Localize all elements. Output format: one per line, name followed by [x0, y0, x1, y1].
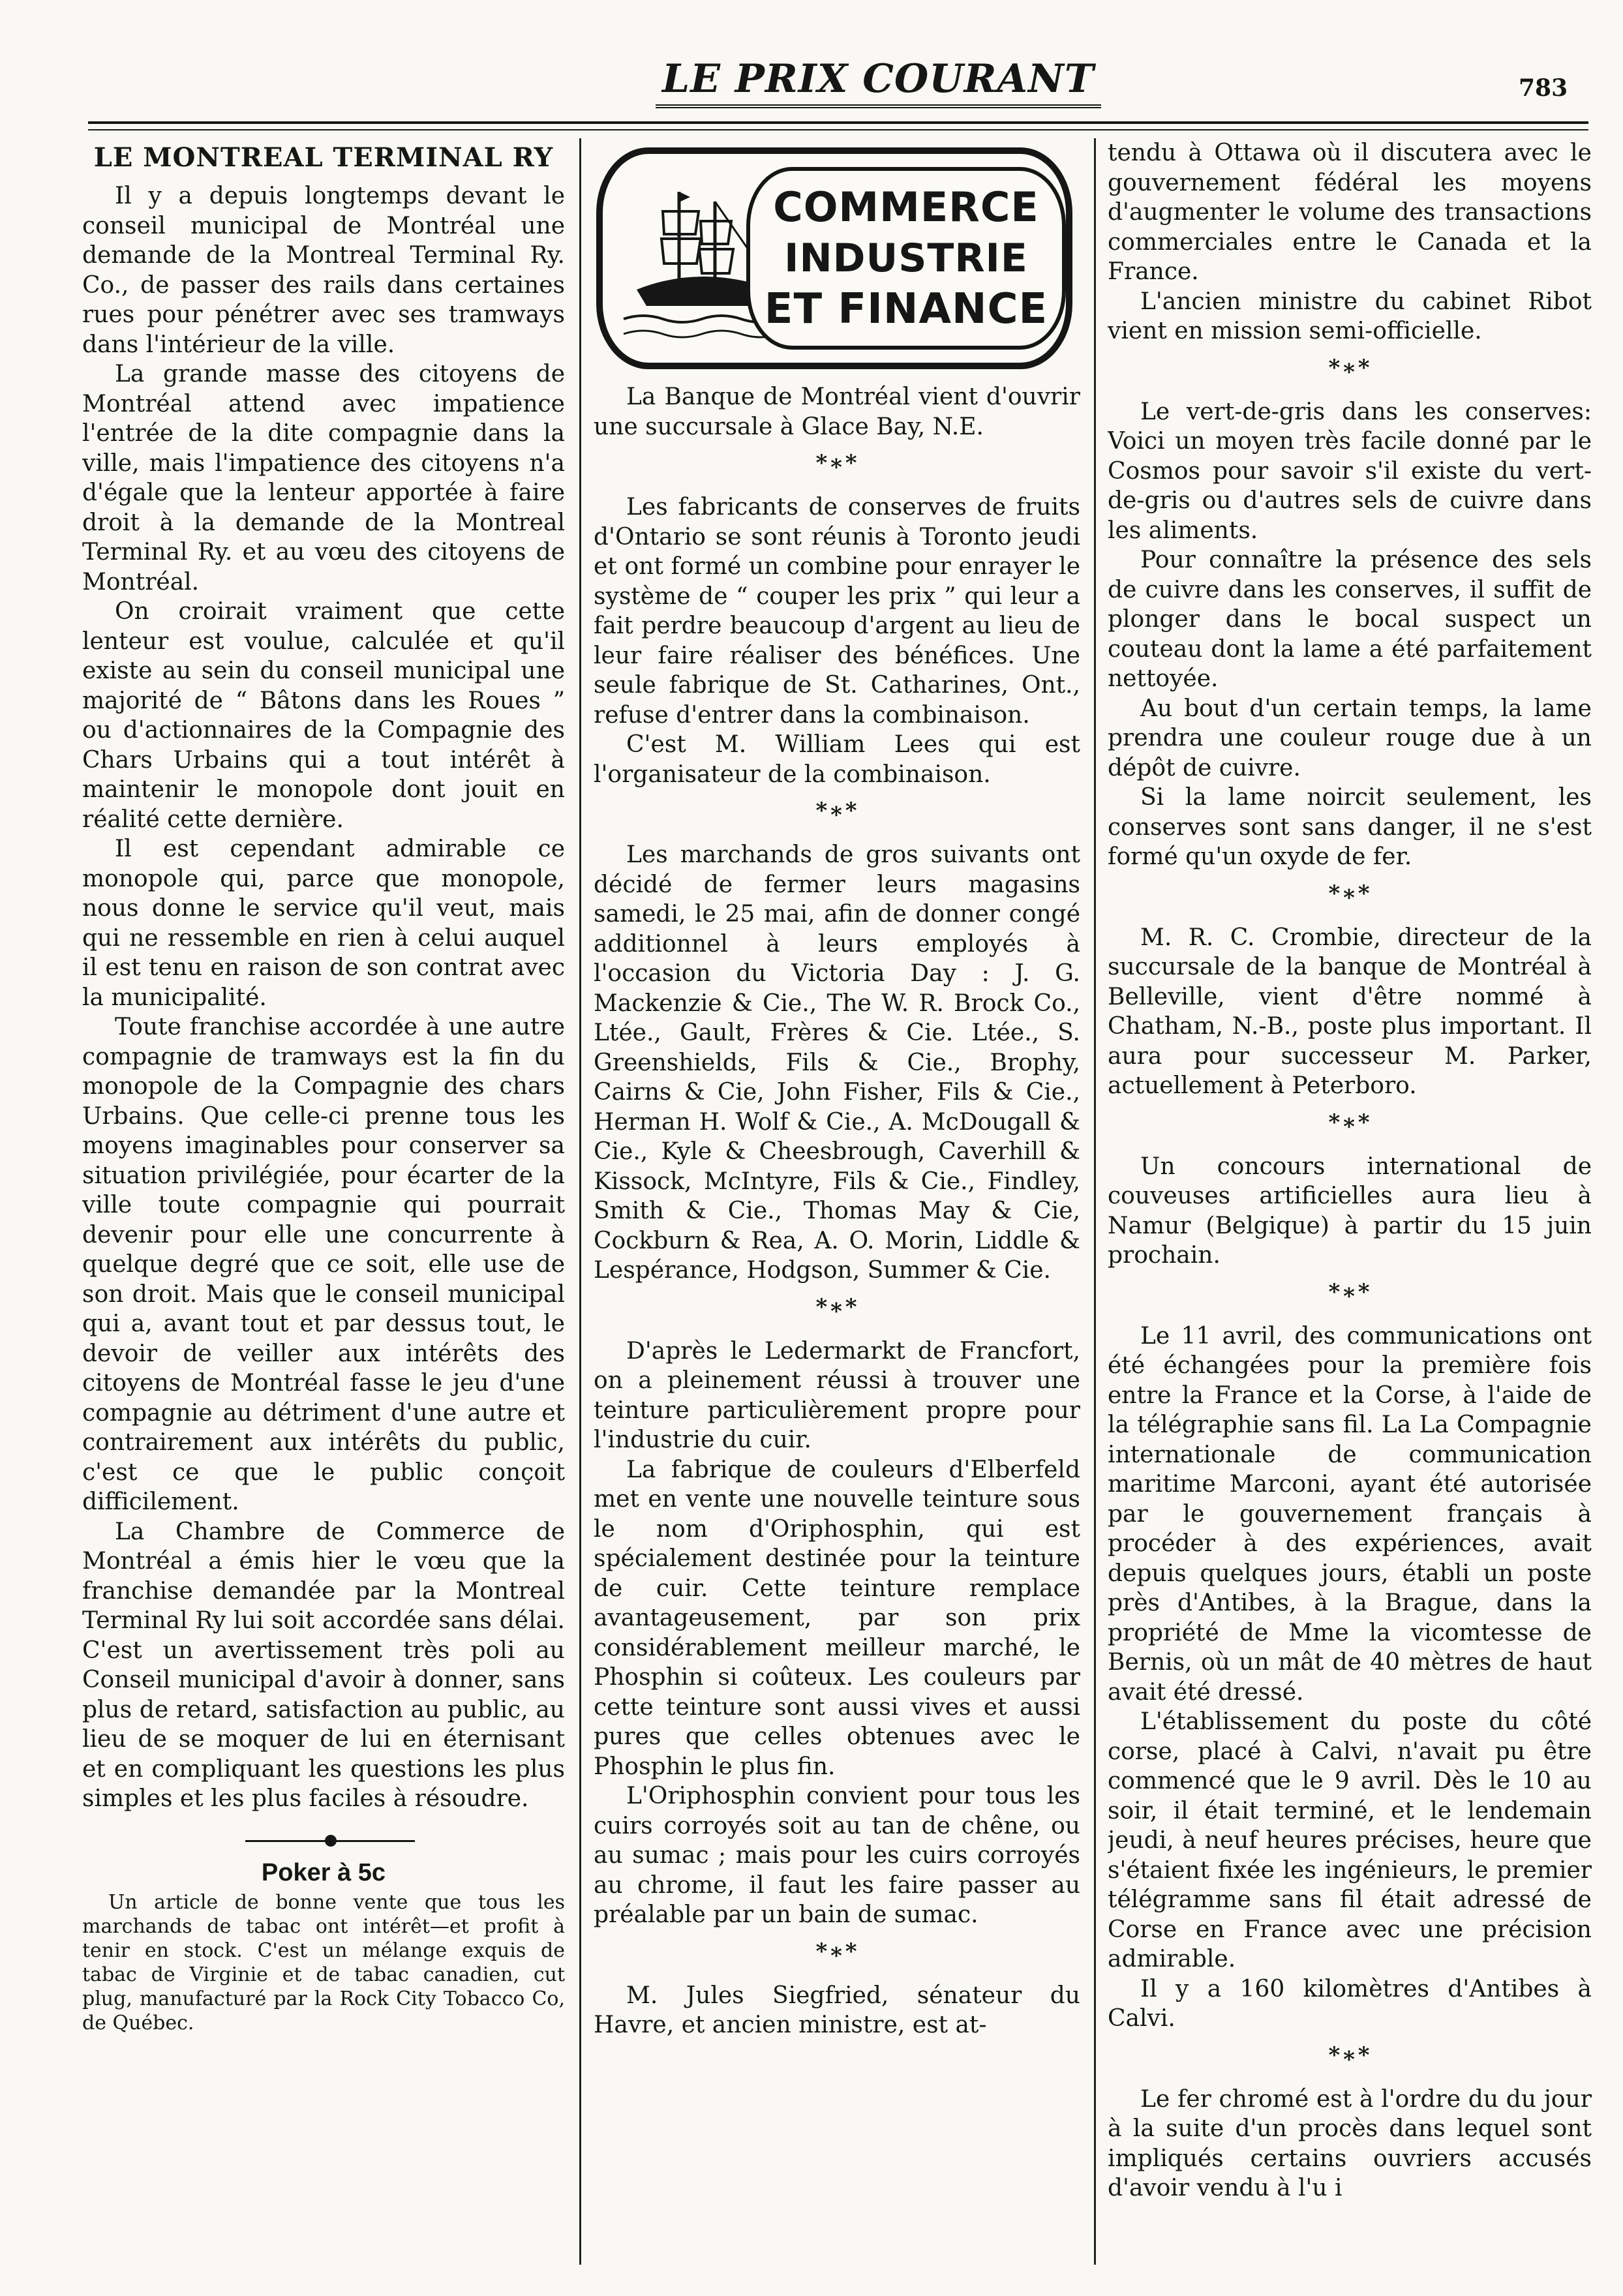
paragraph: Toute franchise accordée à une autre compagnie de tramways est la fin du monopole de la Compagnie des chars Urbains. Que celle-ci prenne tous les moyens imaginables pour conserver sa situation privilégiée, pour écarter de la ville toute compagnie qui pourrait devenir pour elle une concurrente à quelque degré que ce soit, elle use de son droit. Mais que le conseil municipal qui a, avant tout et par dessus tout, le devoir de veiller aux intérêts des citoyens de Montréal fasse le jeu d'une compagnie au détriment d'une autre et contrairement aux intérêts du public, c'est ce que le public conçoit difficilement. — [82, 1014, 565, 1515]
section-separator: *∗* — [815, 1938, 858, 1965]
ad-text: Un article de bonne vente que tous les marchands de tabac ont intérêt—et profit à tenir en stock. C'est un mélange exquis de tabac de Virginie et de tabac canadien, cut plug, manufacturé par la Rock City Tobacco Co, de Québec. — [82, 1891, 565, 2034]
paragraph: La Banque de Montréal vient d'ouvrir une succursale à Glace Bay, N.E. — [594, 384, 1080, 440]
banner-line-finance: ET FINANCE — [764, 285, 1048, 333]
banner-line-industrie: INDUSTRIE — [784, 235, 1028, 281]
paragraph: C'est M. William Lees qui est l'organisateur de la combinaison. — [594, 731, 1080, 788]
paragraph: Pour connaître la présence des sels de cuivre dans les conserves, il suffit de plonger dans le bocal suspect un couteau dont la lame a été parfaitement nettoyée. — [1108, 547, 1592, 692]
paragraph: Il est cependant admirable ce monopole qui, parce que monopole, nous donne le service qu'il veut, mais qui ne ressemble en rien à celui auquel il est tenu en raison de son contrat avec la municipalité. — [82, 836, 565, 1011]
masthead — [0, 0, 1623, 117]
paragraph: tendu à Ottawa où il discutera avec le gouvernement fédéral les moyens d'augmenter le volume des transactions commerciales entre le Canada et la France. — [1108, 140, 1592, 285]
section-separator: *∗* — [815, 450, 858, 476]
article-headline: LE MONTREAL TERMINAL RY — [93, 142, 554, 173]
paragraph: La Chambre de Commerce de Montréal a émis hier le vœu que la franchise demandée par la Montreal Terminal Ry lui soit accordée sans délai. C'est un avertissement très poli au Conseil municipal d'avoir à donner, sans plus de retard, satisfaction au public, au lieu de se moquer de lui en éternisant et en compliquant les questions les plus simples et les plus faciles à résoudre. — [82, 1518, 565, 1812]
paragraph: Au bout d'un certain temps, la lame prendra une couleur rouge due à un dépôt de cuivre. — [1108, 695, 1592, 781]
column-2 — [594, 138, 1080, 2271]
paragraph: Le fer chromé est à l'ordre du du jour à la suite d'un procès dans lequel sont impliqués certains ouvriers accusés d'avoir vendu à l'u i — [1108, 2085, 1592, 2201]
page-number: 783 — [1519, 74, 1568, 102]
paragraph: M. Jules Siegfried, sénateur du Havre, et ancien ministre, est at- — [594, 1982, 1080, 2038]
paragraph: Le vert-de-gris dans les conserves: Voici un moyen très facile donné par le Cosmos pour savoir s'il existe du vert-de-gris ou d'autres sels de cuivre dans les aliments. — [1108, 398, 1592, 544]
paragraph: Il y a depuis longtemps devant le conseil municipal de Montréal une demande de la Montreal Terminal Ry. Co., de passer des rails dans certaines rues pour pénétrer avec ses tramways dans l'intérieur de la ville. — [82, 183, 565, 358]
paragraph: Le 11 avril, des communications ont été échangées pour la première fois entre la France et la Corse, à l'aide de la télégraphie sans fil. La La Compagnie internationale de communication maritime Marconi, ayant été autorisée par le gouvernement français à procéder à des expériences, avait depuis quelques jours, établi un poste près d'Antibes, à la Brague, dans la propriété de Mme la vicomtesse de Bernis, où un mât de 40 mètres de haut avait été dressé. — [1108, 1322, 1592, 1706]
section-banner — [596, 147, 1072, 369]
ad-title: Poker à 5c — [261, 1858, 386, 1886]
section-separator: *∗* — [1328, 2042, 1371, 2068]
banner-line-commerce: COMMERCE — [773, 183, 1039, 231]
paragraph: L'Oriphosphin convient pour tous les cuirs corroyés soit au tan de chêne, ou au sumac ; mais pour les cuirs corroyés au chrome, il faut les faire passer au préalable par un bain de sumac. — [594, 1783, 1080, 1928]
section-separator: *∗* — [815, 798, 858, 824]
section-separator: *∗* — [1328, 354, 1371, 381]
section-separator: *∗* — [1328, 1109, 1371, 1136]
section-separator: *∗* — [1328, 1278, 1371, 1305]
paragraph: L'établissement du poste du côté corse, placé à Calvi, n'avait pu être commencé que le 9 avril. Dès le 10 au soir, il était terminé, et le lendemain jeudi, à neuf heures précises, heure que s'étaient fixée les ingénieurs, le premier télégramme sans fil était adressé de Corse en France avec une précision admirable. — [1108, 1708, 1592, 1972]
paragraph: M. R. C. Crombie, directeur de la succursale de la banque de Montréal à Belleville, vient d'être nommé à Chatham, N.-B., poste plus important. Il aura pour successeur M. Parker, actuellement à Peterboro. — [1108, 924, 1592, 1099]
column-divider — [1094, 138, 1096, 2265]
paragraph: La fabrique de couleurs d'Elberfeld met en vente une nouvelle teinture sous le nom d'Oriphosphin, qui est spécialement destinée pour la teinture de cuir. Cette teinture remplace avantageusement, par son prix considérablement meilleur marché, le Phosphin si coûteux. Les couleurs par cette teinture sont aussi vives et aussi pures que celles obtenues avec le Phosphin le plus fin. — [594, 1456, 1080, 1780]
paragraph: Les marchands de gros suivants ont décidé de fermer leurs magasins samedi, le 25 mai, afin de donner congé additionnel à leurs employés à l'occasion du Victoria Day : J. G. Mackenzie & Cie., The W. R. Brock Co., Ltée., Gault, Frères & Cie. Ltée., S. Greenshields, Fils & Cie., Brophy, Cairns & Cie, John Fisher, Fils & Cie., Herman H. Wolf & Cie., A. McDougall & Cie., Kyle & Cheesbrough, Caverhill & Kissock, McIntyre, Fils & Cie., Findley, Smith & Cie., Thomas May & Cie, Cockburn & Rea, A. O. Morin, Liddle & Lespérance, Hodgson, Summer & Cie. — [594, 841, 1080, 1284]
paragraph: Il y a 160 kilomètres d'Antibes à Calvi. — [1108, 1975, 1592, 2032]
column-1 — [82, 138, 565, 2271]
paragraph: La grande masse des citoyens de Montréal attend avec impatience l'entrée de la dite compagnie dans la ville, mais l'impatience des citoyens n'a d'égale que la lenteur apportée à faire droit à la demande de la Montreal Terminal Ry. et au vœu des citoyens de Montréal. — [82, 361, 565, 596]
column-3 — [1108, 138, 1592, 2271]
paragraph: Les fabricants de conserves de fruits d'Ontario se sont réunis à Toronto jeudi et ont formé un combine pour enrayer le système de “ couper les prix ” qui leur a fait perdre beaucoup d'argent au lieu de leur faire réaliser des bénéfices. Une seule fabrique de St. Catharines, Ont., refuse d'entrer dans la combinaison. — [594, 494, 1080, 729]
header-rule — [88, 121, 1588, 124]
paragraph: Si la lame noircit seulement, les conserves sont sans danger, il ne s'est formé qu'un oxyde de fer. — [1108, 784, 1592, 870]
paragraph: Un concours international de couveuses artificielles aura lieu à Namur (Belgique) à partir du 15 juin prochain. — [1108, 1153, 1592, 1269]
masthead-title: LE PRIX COURANT — [656, 56, 1101, 108]
paragraph: L'ancien ministre du cabinet Ribot vient en mission semi-officielle. — [1108, 288, 1592, 344]
section-separator: *∗* — [815, 1293, 858, 1320]
paragraph: D'après le Ledermarkt de Francfort, on a pleinement réussi à trouver une teinture particulièrement propre pour l'industrie du cuir. — [594, 1337, 1080, 1453]
section-separator: *∗* — [1328, 880, 1371, 907]
ornament-divider — [82, 1831, 565, 1850]
paragraph: On croirait vraiment que cette lenteur est voulue, calculée et qu'il existe au sein du conseil municipal une majorité de “ Bâtons dans les Roues ” ou d'actionnaires de la Compagnie des Chars Urbains qui a tout intérêt à maintenir le monopole dont jouit en réalité cette dernière. — [82, 598, 565, 833]
banner-title — [746, 167, 1066, 350]
column-divider — [579, 138, 581, 2265]
header-rule-thin — [88, 129, 1588, 130]
